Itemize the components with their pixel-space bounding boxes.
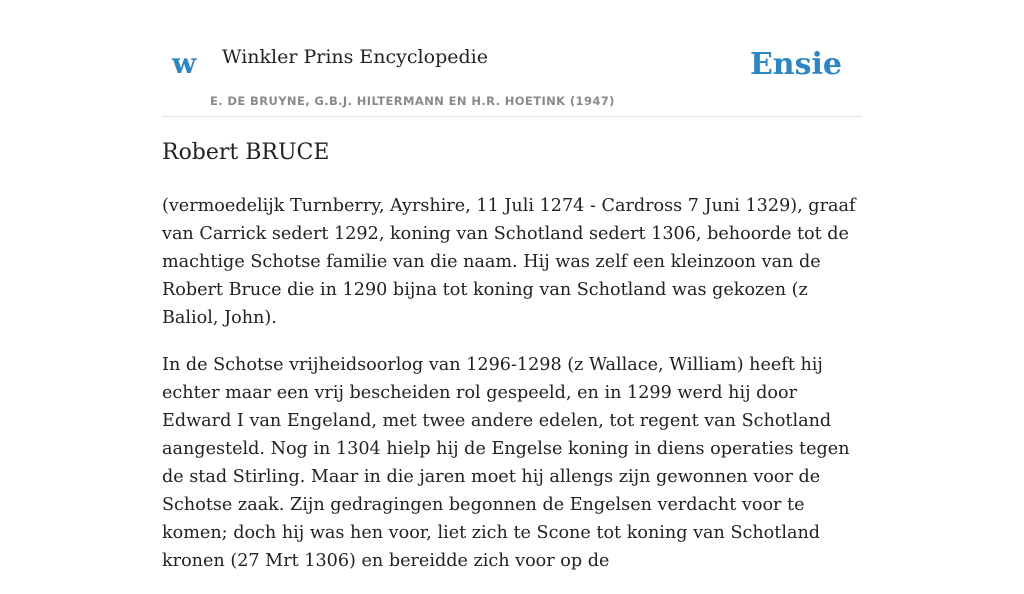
source-authors: E. DE BRUYNE, G.B.J. HILTERMANN EN H.R. HOETINK (1947) (210, 94, 615, 108)
article-paragraph-1: (vermoedelijk Turnberry, Ayrshire, 11 Juli 1274 - Cardross 7 Juni 1329), graaf van Carrick sedert 1292, koning van Schotland sedert 1306, behoorde tot de machtige Schotse familie van die naam. Hij was zelf een kleinzoon van de Robert Bruce die in 1290 bijna tot koning van Schotland was gekozen (z Baliol, John). (162, 196, 856, 328)
ensie-logo[interactable]: Ensie (749, 47, 842, 82)
source-header (162, 0, 862, 117)
article-paragraph-2: In de Schotse vrijheidsoorlog van 1296-1298 (z Wallace, William) heeft hij echter maar een vrij bescheiden rol gespeeld, en in 1299 werd hij door Edward I van Engeland, met twee andere edelen, tot regent van Schotland aangesteld. Nog in 1304 hielp hij de Engelse koning in diens operaties tegen de stad Stirling. Maar in die jaren moet hij allengs zijn gewonnen voor de Schotse zaak. Zijn gedragingen begonnen de Engelsen verdacht voor te komen; doch hij was hen voor, liet zich te Scone tot koning van Schotland kronen (27 Mrt 1306) en bereidde zich voor op de (162, 355, 850, 571)
source-title[interactable]: Winkler Prins Encyclopedie (222, 46, 488, 68)
winkler-prins-logo[interactable]: w (172, 47, 197, 80)
article-body (162, 192, 862, 594)
article-title: Robert BRUCE (162, 140, 330, 165)
